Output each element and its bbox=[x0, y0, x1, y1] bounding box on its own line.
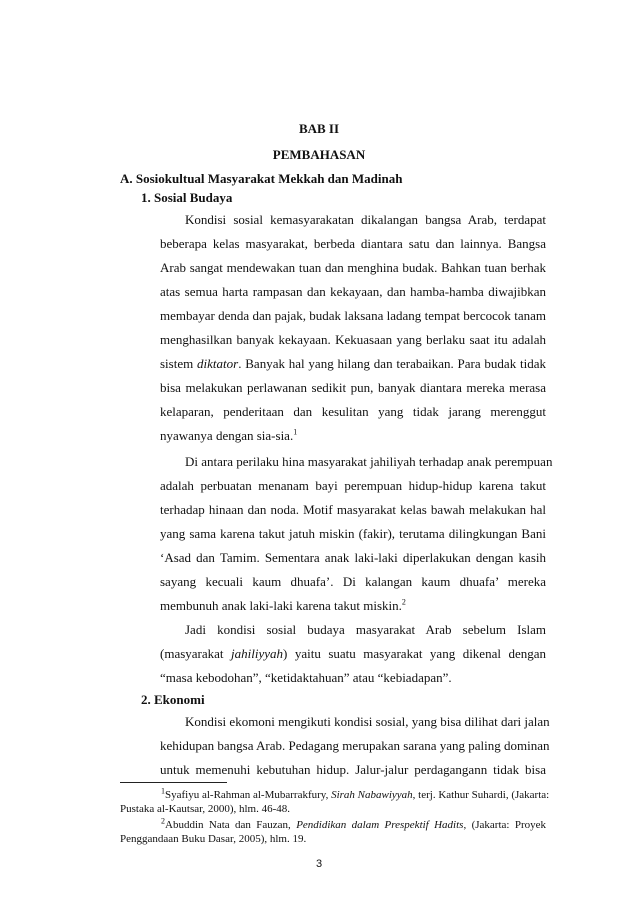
section-heading-a: A. Sosiokultual Masyarakat Mekkah dan Madinah bbox=[120, 171, 403, 186]
paragraph-2-line: Di antara perilaku hina masyarakat jahiliyah terhadap anak perempuan bbox=[185, 454, 553, 469]
footnote-separator bbox=[120, 782, 227, 783]
paragraph-3-line bbox=[160, 646, 546, 662]
footnote-mark: 1 bbox=[161, 786, 165, 796]
paragraph-1-line: Arab sangat mendewakan tuan dan menghina budak. Bahkan tuan berhak bbox=[160, 260, 546, 275]
paragraph-2-line: terhadap hinaan dan noda. Motif masyarakat kelas bawah melakukan hal bbox=[160, 502, 546, 517]
footnote-2 bbox=[161, 818, 546, 832]
paragraph-1-line: membayar denda dan pajak, budak laksana ladang tempat bercocok tanam bbox=[160, 308, 546, 323]
paragraph-2-line: sayang kecuali kaum dhuafa’. Di kalangan kaum dhuafa’ mereka bbox=[160, 574, 546, 589]
text-run: sistem bbox=[160, 356, 198, 371]
footnote-1 bbox=[161, 786, 550, 802]
paragraph-2-line bbox=[160, 598, 546, 614]
paragraph-1-line: kelaparan, penderitaan dan kesulitan yang tidak jarang merenggut bbox=[160, 404, 546, 419]
paragraph-1-line: menghasilkan banyak kekayaan. Kekuasaan yang berlaku saat itu adalah bbox=[160, 332, 546, 347]
text-run: (masyarakat bbox=[160, 646, 232, 661]
paragraph-1-line: Kondisi sosial kemasyarakatan dikalangan bangsa Arab, terdapat bbox=[185, 212, 546, 227]
subsection-heading-1: 1. Sosial Budaya bbox=[141, 190, 233, 205]
italic-title: Sirah Nabawiyyah bbox=[331, 789, 413, 801]
chapter-title: PEMBAHASAN bbox=[272, 147, 366, 162]
text-run: Abuddin Nata dan Fauzan, bbox=[165, 819, 297, 831]
paragraph-2-line: adalah perbuatan menanam bayi perempuan hidup-hidup karena takut bbox=[160, 478, 546, 493]
chapter-number: BAB II bbox=[298, 121, 340, 136]
text-run: nyawanya dengan sia-sia. bbox=[160, 428, 294, 443]
footnote-reference[interactable]: 2 bbox=[401, 597, 406, 607]
paragraph-4-line: kehidupan bangsa Arab. Pedagang merupakan sarana yang paling dominan bbox=[160, 738, 550, 753]
text-run: Syafiyu al-Rahman al-Mubarrakfury, bbox=[165, 789, 332, 801]
paragraph-1-line: bisa melakukan perlawanan sedikit pun, banyak diantara mereka merasa bbox=[160, 380, 546, 395]
paragraph-3-line: Jadi kondisi sosial budaya masyarakat Arab sebelum Islam bbox=[185, 622, 546, 637]
paragraph-2-line: yang sama karena takut jatuh miskin (fakir), terutama dilingkungan Bani bbox=[160, 526, 546, 541]
paragraph-1-line: atas semua harta rampasan dan kekayaan, dan hamba-hamba diwajibkan bbox=[160, 284, 546, 299]
paragraph-3-line: “masa kebodohan”, “ketidaktahuan” atau “kebiadapan”. bbox=[160, 670, 452, 685]
footnote-1-continuation: Pustaka al-Kautsar, 2000), hlm. 46-48. bbox=[120, 803, 291, 815]
italic-title: Pendidikan dalam Prespektif Hadits bbox=[296, 819, 464, 831]
paragraph-1-line: beberapa kelas masyarakat, berbeda diantara satu dan lainnya. Bangsa bbox=[160, 236, 546, 251]
paragraph-1-line bbox=[160, 356, 546, 372]
text-run: , (Jakarta: Proyek bbox=[463, 819, 546, 831]
text-run: ) yaitu suatu masyarakat yang dikenal dengan bbox=[283, 646, 546, 661]
italic-term: jahiliyyah bbox=[231, 646, 284, 661]
italic-term: diktator bbox=[197, 356, 239, 371]
footnote-2-continuation: Penggandaan Buku Dasar, 2005), hlm. 19. bbox=[120, 833, 307, 845]
text-run: , terj. Kathur Suhardi, (Jakarta: bbox=[412, 789, 550, 801]
text-run: membunuh anak laki-laki karena takut miskin. bbox=[160, 598, 402, 613]
subsection-heading-2: 2. Ekonomi bbox=[141, 692, 205, 707]
paragraph-4-line: untuk memenuhi kebutuhan hidup. Jalur-jalur perdagangann tidak bisa bbox=[160, 762, 546, 777]
footnote-mark: 2 bbox=[161, 816, 165, 826]
footnote-reference[interactable]: 1 bbox=[293, 427, 298, 437]
text-run: . Banyak hal yang hilang dan terabaikan. Para budak tidak bbox=[238, 356, 546, 371]
page-number: 3 bbox=[315, 858, 323, 870]
paragraph-4-line: Kondisi ekomoni mengikuti kondisi sosial, yang bisa dilihat dari jalan bbox=[185, 714, 550, 729]
paragraph-2-line: ‘Asad dan Tamim. Sementara anak laki-laki diperlakukan dengan kasih bbox=[160, 550, 546, 565]
paragraph-1-line bbox=[160, 428, 546, 444]
